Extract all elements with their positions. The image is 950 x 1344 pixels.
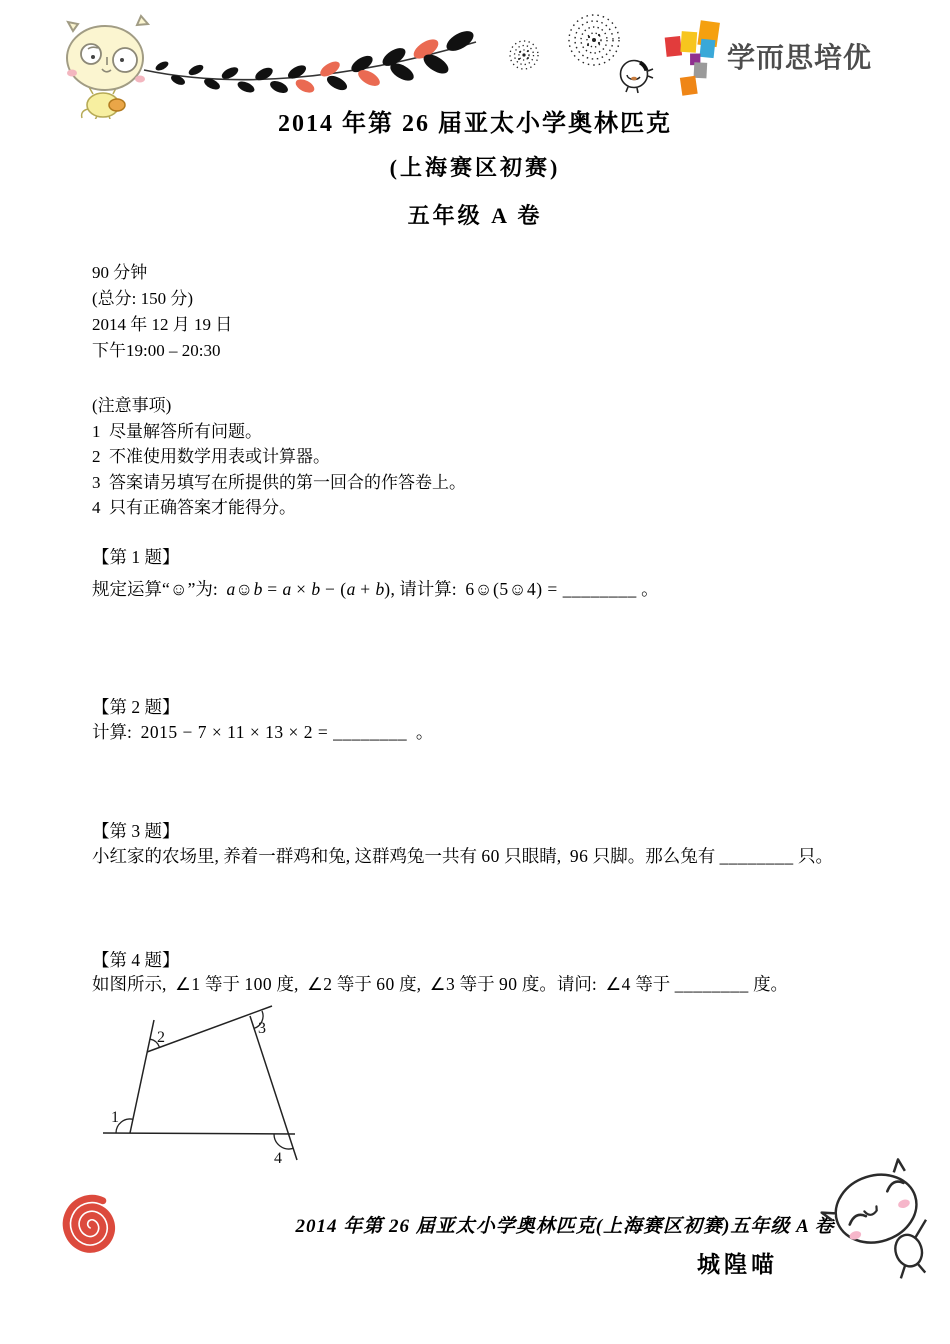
angle-3-label: 3 bbox=[258, 1020, 266, 1037]
text-segment: 96 bbox=[569, 846, 589, 866]
text-segment: 100 bbox=[244, 974, 273, 994]
exam-time: 下午19:00 – 20:30 bbox=[92, 341, 221, 360]
text-segment: 小红家的农场里, 养着一群鸡和兔, 这群鸡兔一共有 bbox=[92, 846, 482, 866]
text-segment: a bbox=[346, 579, 356, 599]
text-segment: 等于 bbox=[455, 974, 499, 994]
angle-2-label: 2 bbox=[157, 1029, 165, 1046]
angle-4-label: 4 bbox=[274, 1150, 282, 1167]
question-1-label: 【第 1 题】 bbox=[92, 547, 180, 567]
text-segment: 如图所示, bbox=[92, 974, 176, 994]
notice-item: 4 只有正确答案才能得分。 bbox=[92, 498, 296, 517]
text-segment: 等于 bbox=[200, 974, 245, 994]
text-segment: ∠3 bbox=[429, 974, 456, 994]
notice-item: 2 不准使用数学用表或计算器。 bbox=[92, 447, 330, 466]
exam-date: 2014 年 12 月 19 日 bbox=[92, 315, 233, 334]
exam-title: 2014 年第 26 届亚太小学奥林匹克 bbox=[278, 111, 672, 137]
text-segment: ∠2 bbox=[307, 974, 333, 994]
text-segment: b bbox=[311, 579, 321, 599]
text-segment: 等于 bbox=[630, 974, 675, 994]
footer-author: 城隍喵 bbox=[697, 1252, 778, 1277]
face-doodle-icon bbox=[615, 55, 657, 97]
dotted-flower-small-icon bbox=[504, 35, 544, 75]
text-segment: = bbox=[262, 579, 283, 599]
text-segment: 。 bbox=[407, 722, 434, 742]
question-4-label: 【第 4 题】 bbox=[92, 950, 180, 970]
text-segment: ∠1 bbox=[175, 974, 201, 994]
logo-mark-icon bbox=[663, 20, 721, 100]
text-segment: b bbox=[253, 579, 263, 599]
text-segment: 60 bbox=[376, 974, 395, 994]
text-segment: ________ bbox=[333, 722, 408, 742]
question-1-text bbox=[92, 576, 890, 602]
text-segment: + bbox=[355, 579, 376, 599]
exam-info-block bbox=[92, 260, 232, 364]
text-segment: 计算: bbox=[92, 722, 141, 742]
notice-block bbox=[92, 393, 466, 521]
exam-total-score: (总分: 150 分) bbox=[92, 289, 194, 308]
text-segment: ☺ bbox=[235, 579, 254, 599]
text-segment: 度。请问: bbox=[517, 974, 606, 994]
question-2-text bbox=[92, 719, 890, 745]
question-3-label: 【第 3 题】 bbox=[92, 821, 180, 841]
text-segment: , 请计算: bbox=[390, 579, 466, 599]
text-segment: 6☺(5☺4) = bbox=[465, 579, 563, 599]
text-segment: 只眼睛, bbox=[499, 846, 570, 866]
notice-heading: (注意事项) bbox=[92, 396, 172, 415]
footer-exam-title: 2014 年第 26 届亚太小学奥林匹克(上海赛区初赛)五年级 A 卷 bbox=[295, 1216, 835, 1237]
question-3-text bbox=[92, 843, 890, 869]
exam-grade-paper: 五年级 A 卷 bbox=[407, 203, 543, 228]
text-segment: a bbox=[282, 579, 292, 599]
text-segment: × bbox=[291, 579, 312, 599]
text-segment: ________ bbox=[674, 974, 749, 994]
text-segment: 90 bbox=[498, 974, 518, 994]
angle-1-label: 1 bbox=[111, 1109, 119, 1126]
text-segment: 2015 − 7 × 11 × 13 × 2 = bbox=[140, 722, 334, 742]
question-4-text bbox=[92, 971, 890, 997]
exam-subtitle-region: (上海赛区初赛) bbox=[389, 155, 561, 180]
text-segment: ________ bbox=[562, 579, 637, 599]
text-segment: − ( bbox=[320, 579, 347, 599]
text-segment: 只脚。那么兔有 bbox=[588, 846, 720, 866]
text-segment: 度。 bbox=[748, 974, 789, 994]
logo-text: 学而思培优 bbox=[727, 42, 873, 73]
question-2-label: 【第 2 题】 bbox=[92, 697, 180, 717]
text-segment: 规定运算“☺”为: bbox=[92, 579, 227, 599]
notice-item: 3 答案请另填写在所提供的第一回合的作答卷上。 bbox=[92, 472, 466, 492]
text-segment: ________ bbox=[719, 846, 794, 866]
text-segment: ∠4 bbox=[605, 974, 631, 994]
text-segment: a bbox=[226, 579, 236, 599]
notice-item: 1 尽量解答所有问题。 bbox=[92, 421, 262, 441]
text-segment: 。 bbox=[636, 579, 659, 599]
dotted-flower-large-icon bbox=[566, 12, 622, 68]
cat-footer-icon bbox=[818, 1158, 943, 1288]
text-segment: 60 bbox=[481, 846, 500, 866]
text-segment: 只。 bbox=[793, 846, 833, 866]
exam-duration: 90 分钟 bbox=[92, 263, 148, 282]
geometry-figure bbox=[85, 1000, 415, 1180]
text-segment: 度, bbox=[394, 974, 430, 994]
branch-decoration-icon bbox=[140, 28, 485, 108]
text-segment: ) bbox=[384, 579, 391, 599]
text-segment: 度, bbox=[272, 974, 308, 994]
text-segment: b bbox=[375, 579, 385, 599]
text-segment: 等于 bbox=[332, 974, 377, 994]
spiral-doodle-icon bbox=[45, 1176, 135, 1266]
